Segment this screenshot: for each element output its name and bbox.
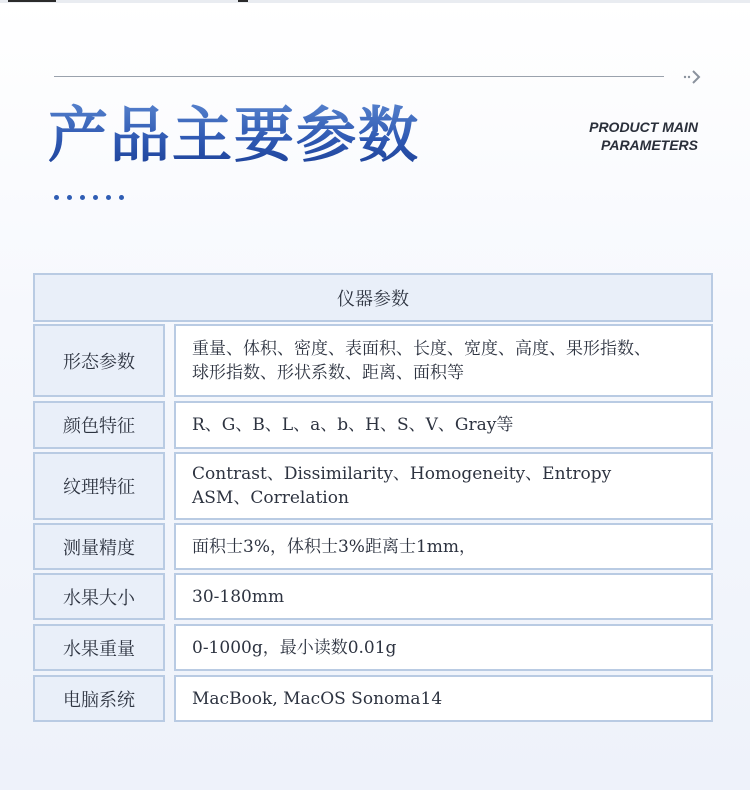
row-label: 颜色特征 bbox=[33, 401, 165, 449]
row-value bbox=[174, 675, 713, 722]
value-line: ASM、Correlation bbox=[192, 488, 349, 508]
dot bbox=[119, 195, 124, 200]
table-row bbox=[33, 624, 713, 671]
table-row bbox=[33, 523, 713, 570]
row-label: 形态参数 bbox=[33, 324, 165, 397]
row-label: 水果重量 bbox=[33, 624, 165, 671]
top-strip bbox=[0, 0, 750, 3]
table-row bbox=[33, 675, 713, 722]
dotted-chevron-right-icon bbox=[682, 66, 704, 88]
value-line: R、G、B、L、a、b、H、S、V、Gray等 bbox=[192, 415, 514, 435]
value-line: Contrast、Dissimilarity、Homogeneity、Entropy bbox=[192, 464, 612, 484]
table-row bbox=[33, 452, 713, 520]
table-header: 仪器参数 bbox=[33, 273, 713, 322]
dot bbox=[67, 195, 72, 200]
table-row bbox=[33, 401, 713, 449]
row-label: 水果大小 bbox=[33, 573, 165, 620]
dot bbox=[106, 195, 111, 200]
subtitle-line: PARAMETERS bbox=[601, 137, 698, 153]
value-line: 球形指数、形状系数、距离、面积等 bbox=[192, 362, 464, 383]
value-line: 0-1000g，最小读数0.01g bbox=[192, 637, 397, 658]
dot bbox=[54, 195, 59, 200]
row-value bbox=[174, 324, 713, 397]
value-line: 30-180mm bbox=[192, 586, 285, 607]
top-strip-segment bbox=[8, 0, 56, 2]
row-label: 测量精度 bbox=[33, 523, 165, 570]
row-label: 纹理特征 bbox=[33, 452, 165, 520]
dot bbox=[93, 195, 98, 200]
value-line: MacBook, MacOS Sonoma14 bbox=[192, 688, 443, 709]
page-title: 产品主要参数 bbox=[48, 98, 420, 174]
subtitle-line: PRODUCT MAIN bbox=[589, 119, 698, 135]
row-label: 电脑系统 bbox=[33, 675, 165, 722]
row-value bbox=[174, 452, 713, 520]
row-value bbox=[174, 624, 713, 671]
value-line: 面积士3%，体积士3%距离士1mm， bbox=[192, 536, 476, 557]
table-row bbox=[33, 324, 713, 397]
decorative-dots bbox=[54, 195, 124, 200]
row-value bbox=[174, 523, 713, 570]
dot bbox=[80, 195, 85, 200]
top-strip-segment bbox=[238, 0, 248, 2]
page-subtitle bbox=[589, 118, 698, 154]
table-row bbox=[33, 573, 713, 620]
header-divider bbox=[54, 76, 664, 77]
value-line: 重量、体积、密度、表面积、长度、宽度、高度、果形指数、 bbox=[192, 338, 651, 359]
row-value bbox=[174, 401, 713, 449]
row-value bbox=[174, 573, 713, 620]
